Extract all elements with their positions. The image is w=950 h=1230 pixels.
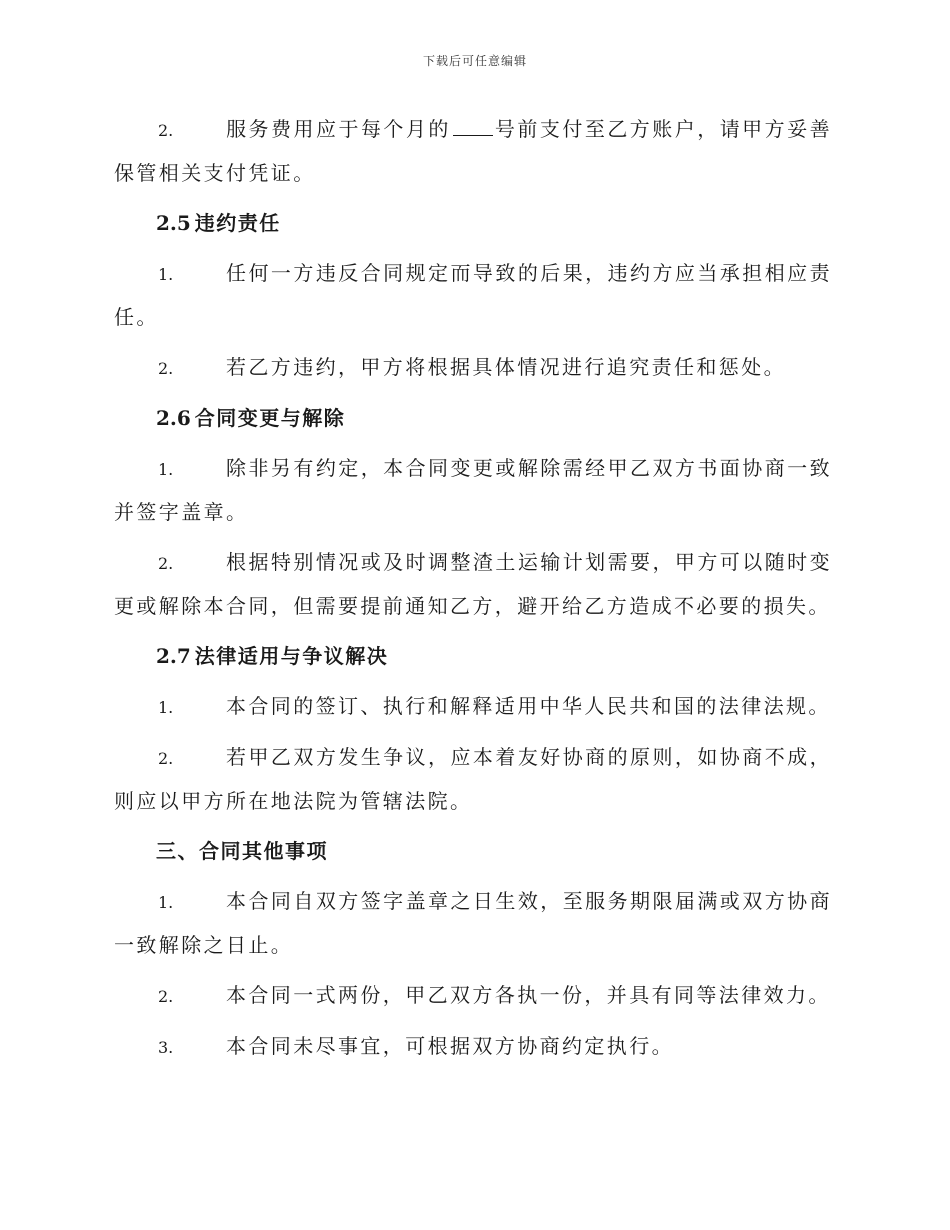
section-number: 2.6 <box>156 406 191 430</box>
clause-item <box>114 736 832 823</box>
clause-text: 除非另有约定，本合同变更或解除需经甲乙双方书面协商一致并签字盖章。 <box>114 456 832 524</box>
section-number: 2.7 <box>156 644 191 668</box>
section-heading-2-5 <box>114 202 832 245</box>
clause-item <box>114 447 832 534</box>
clause-text: 若乙方违约，甲方将根据具体情况进行追究责任和惩处。 <box>226 355 786 379</box>
clause-2-payment <box>114 108 832 195</box>
clause-number: 1. <box>158 698 174 717</box>
clause-item <box>114 974 832 1018</box>
clause-item <box>114 252 832 339</box>
section-heading-2-6 <box>114 397 832 440</box>
clause-text: 本合同一式两份，甲乙双方各执一份，并具有同等法律效力。 <box>226 983 831 1007</box>
clause-number: 2. <box>158 359 174 378</box>
clause-text: 本合同自双方签字盖章之日生效，至服务期限届满或双方协商一致解除之日止。 <box>114 889 832 957</box>
section-title: 违约责任 <box>194 211 281 235</box>
page-header: 下载后可任意编辑 <box>422 54 527 68</box>
clause-number: 2. <box>158 749 174 768</box>
section-title: 法律适用与争议解决 <box>194 644 389 668</box>
clause-item <box>114 541 832 628</box>
clause-text: 若甲乙双方发生争议，应本着友好协商的原则，如协商不成，则应以甲方所在地法院为管辖法院。 <box>114 745 832 813</box>
clause-text: 本合同未尽事宜，可根据双方协商约定执行。 <box>226 1034 674 1058</box>
section-title: 三、合同其他事项 <box>156 839 328 863</box>
clause-item <box>114 1025 832 1069</box>
clause-text: 根据特别情况或及时调整渣土运输计划需要，甲方可以随时变更或解除本合同，但需要提前通知乙方，避开给乙方造成不必要的损失。 <box>114 550 832 618</box>
clause-item <box>114 346 832 390</box>
clause-number: 2. <box>158 987 174 1006</box>
clause-number: 1. <box>158 460 174 479</box>
clause-number: 1. <box>158 265 174 284</box>
clause-number: 1. <box>158 893 174 912</box>
clause-item <box>114 685 832 729</box>
clause-text: 本合同的签订、执行和解释适用中华人民共和国的法律法规。 <box>226 694 831 718</box>
fill-in-blank <box>453 117 493 136</box>
document-body <box>114 108 832 1076</box>
clause-number: 2. <box>158 121 174 140</box>
section-number: 2.5 <box>156 211 191 235</box>
clause-number: 3. <box>158 1038 174 1057</box>
clause-text: 号前支付至乙方账户，请甲方妥善保管相关支付凭证。 <box>114 117 833 185</box>
section-heading-2-7 <box>114 635 832 678</box>
clause-number: 2. <box>158 554 174 573</box>
clause-item <box>114 880 832 967</box>
clause-text: 服务费用应于每个月的 <box>226 117 451 141</box>
section-heading-3 <box>114 830 832 873</box>
clause-text: 任何一方违反合同规定而导致的后果，违约方应当承担相应责任。 <box>114 261 832 329</box>
section-title: 合同变更与解除 <box>194 406 346 430</box>
